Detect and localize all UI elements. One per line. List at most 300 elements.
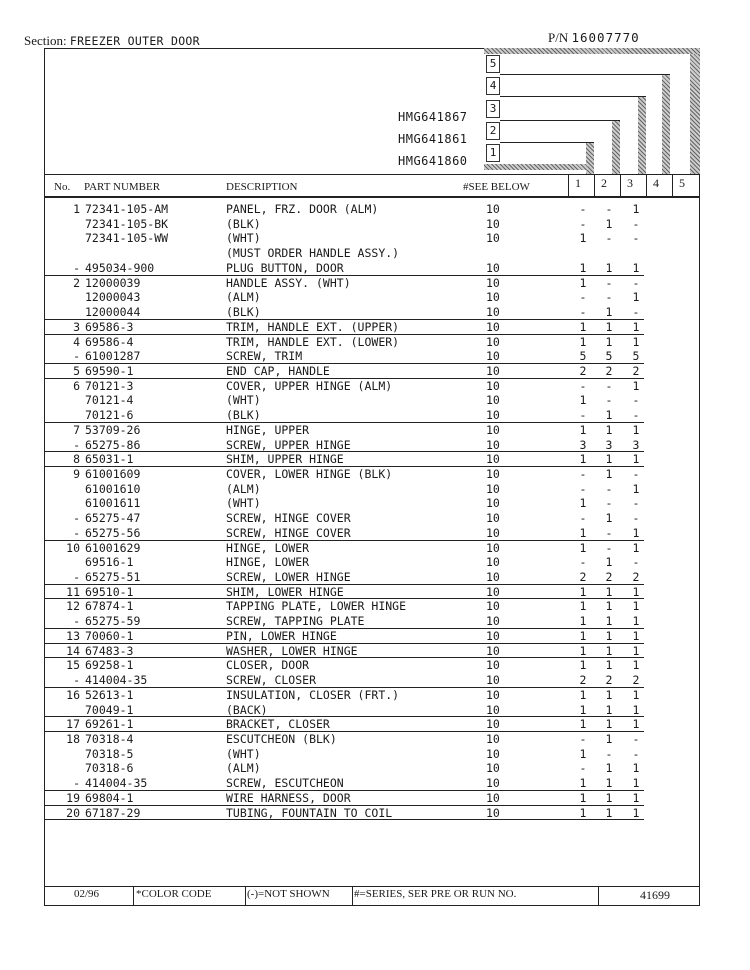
- col-header-model-2: 2: [601, 176, 607, 190]
- row-item-no: 8: [73, 452, 80, 467]
- model-number-2: HMG641861: [398, 132, 468, 146]
- row-series: 10: [486, 673, 500, 687]
- row-item-no: 6: [73, 378, 80, 393]
- row-description: SCREW, HINGE COVER: [226, 525, 351, 540]
- table-row: [52, 349, 697, 364]
- row-description: (WHT): [226, 393, 261, 408]
- row-item-no: 4: [73, 334, 80, 349]
- table-row: [52, 717, 697, 732]
- footer-color-code: *COLOR CODE: [136, 888, 212, 900]
- row-part-number: 69804-1: [85, 790, 134, 805]
- col-header-part-number: PART NUMBER: [84, 181, 161, 193]
- row-description: TRIM, HANDLE EXT. (LOWER): [226, 334, 400, 349]
- row-qty-model-3: 5: [632, 349, 640, 364]
- col-header-model-1: 1: [575, 176, 581, 190]
- row-qty-model-3: 1: [632, 202, 640, 216]
- row-qty-model-3: -: [632, 408, 640, 423]
- row-part-number: 65031-1: [85, 452, 134, 467]
- row-qty-model-3: 1: [632, 584, 640, 599]
- table-row: [52, 629, 697, 644]
- row-qty-model-1: 1: [579, 614, 587, 629]
- footer-doc-number: 41699: [640, 888, 670, 902]
- row-series: 10: [486, 363, 500, 378]
- row-qty-model-1: 2: [579, 673, 587, 687]
- row-qty-model-1: -: [579, 216, 587, 231]
- legend-shade-bottom: [484, 164, 588, 170]
- row-part-number: 70121-4: [85, 393, 134, 408]
- row-qty-model-3: 1: [632, 805, 640, 820]
- row-qty-model-3: -: [632, 731, 640, 746]
- row-qty-model-1: 1: [579, 628, 587, 643]
- row-qty-model-2: 1: [605, 805, 613, 820]
- row-series: 10: [486, 231, 500, 246]
- row-qty-model-2: -: [605, 275, 613, 290]
- row-description: COVER, LOWER HINGE (BLK): [226, 467, 393, 481]
- row-qty-model-3: 1: [632, 540, 640, 555]
- row-part-number: 70318-4: [85, 731, 134, 746]
- pn-label: P/N: [548, 30, 569, 45]
- row-qty-model-2: 1: [605, 643, 613, 658]
- table-row: [52, 599, 697, 614]
- row-item-no: 10: [66, 540, 80, 555]
- row-qty-model-1: 1: [579, 776, 587, 791]
- row-description: (WHT): [226, 231, 261, 246]
- row-description: TAPPING PLATE, LOWER HINGE: [226, 599, 407, 614]
- col-header-series: #SEE BELOW: [463, 181, 530, 193]
- row-item-no: 14: [66, 643, 80, 658]
- row-qty-model-2: 1: [605, 687, 613, 702]
- row-qty-model-3: 1: [632, 687, 640, 702]
- row-description: SCREW, UPPER HINGE: [226, 437, 351, 452]
- row-qty-model-2: 1: [605, 555, 613, 570]
- row-qty-model-2: 1: [605, 702, 613, 717]
- row-qty-model-2: 5: [605, 349, 613, 364]
- table-row: [52, 202, 697, 217]
- row-part-number: 61001611: [85, 496, 141, 511]
- table-row: [52, 776, 697, 791]
- row-series: 10: [486, 599, 500, 614]
- legend-box-1: 1: [486, 144, 500, 162]
- row-part-number: 67187-29: [85, 805, 141, 820]
- row-qty-model-3: -: [632, 393, 640, 408]
- table-row: [52, 570, 697, 585]
- row-part-number: 52613-1: [85, 687, 134, 702]
- row-item-no: -: [73, 525, 80, 540]
- row-qty-model-2: 1: [605, 599, 613, 614]
- row-description: ESCUTCHEON (BLK): [226, 731, 337, 746]
- table-row: [52, 673, 697, 688]
- row-description: WIRE HARNESS, DOOR: [226, 790, 351, 805]
- row-item-no: 7: [73, 422, 80, 437]
- row-qty-model-1: 1: [579, 422, 587, 437]
- row-qty-model-1: 1: [579, 393, 587, 408]
- row-qty-model-2: 1: [605, 305, 613, 319]
- table-row: [52, 393, 697, 408]
- row-series: 10: [486, 422, 500, 437]
- row-item-no: 13: [66, 628, 80, 643]
- row-qty-model-1: 1: [579, 260, 587, 275]
- row-item-no: -: [73, 614, 80, 629]
- row-qty-model-3: -: [632, 746, 640, 761]
- row-part-number: 72341-105-BK: [85, 216, 169, 231]
- row-qty-model-1: 1: [579, 525, 587, 540]
- row-qty-model-3: 1: [632, 334, 640, 349]
- row-part-number: 69261-1: [85, 717, 134, 732]
- row-description: SHIM, LOWER HINGE: [226, 584, 344, 599]
- row-part-number: 12000043: [85, 290, 141, 305]
- row-qty-model-3: 1: [632, 717, 640, 732]
- row-qty-model-2: -: [605, 378, 613, 393]
- row-qty-model-1: 1: [579, 584, 587, 599]
- row-qty-model-1: 1: [579, 658, 587, 673]
- row-qty-model-1: -: [579, 761, 587, 776]
- model-number-3: HMG641867: [398, 110, 468, 124]
- row-qty-model-1: 1: [579, 275, 587, 290]
- row-part-number: 69586-3: [85, 319, 134, 334]
- row-qty-model-1: 1: [579, 805, 587, 820]
- table-row: [52, 467, 697, 482]
- header-top-rule: [44, 174, 700, 175]
- row-qty-model-1: 1: [579, 496, 587, 511]
- table-row: [52, 290, 697, 305]
- row-item-no: 16: [66, 687, 80, 702]
- table-row: [52, 408, 697, 423]
- row-qty-model-1: -: [579, 467, 587, 481]
- col-header-model-4: 4: [653, 176, 659, 190]
- row-qty-model-2: 1: [605, 216, 613, 231]
- row-description: HINGE, LOWER: [226, 540, 310, 555]
- section-title: [24, 33, 200, 49]
- row-qty-model-2: 2: [605, 673, 613, 687]
- row-qty-model-3: 1: [632, 643, 640, 658]
- row-item-no: -: [73, 349, 80, 364]
- row-qty-model-3: 1: [632, 260, 640, 275]
- row-description: HINGE, LOWER: [226, 555, 310, 570]
- row-part-number: 65275-59: [85, 614, 141, 629]
- item-divider: [44, 819, 644, 820]
- row-qty-model-3: -: [632, 305, 640, 319]
- table-row: [52, 482, 697, 497]
- row-qty-model-2: -: [605, 393, 613, 408]
- table-row: [52, 703, 697, 718]
- table-row: [52, 423, 697, 438]
- row-description: WASHER, LOWER HINGE: [226, 643, 358, 658]
- table-row: [52, 761, 697, 776]
- row-description: (BACK): [226, 702, 268, 717]
- table-row: [52, 261, 697, 276]
- row-part-number: 65275-51: [85, 570, 141, 584]
- row-qty-model-2: 1: [605, 452, 613, 467]
- row-item-no: 2: [73, 275, 80, 290]
- row-qty-model-3: 1: [632, 525, 640, 540]
- row-description: (BLK): [226, 408, 261, 423]
- row-part-number: 65275-56: [85, 525, 141, 540]
- table-row: [52, 614, 697, 629]
- legend-box-2: 2: [486, 122, 500, 140]
- row-series: 10: [486, 731, 500, 746]
- row-qty-model-2: -: [605, 290, 613, 305]
- row-qty-model-1: -: [579, 378, 587, 393]
- row-series: 10: [486, 555, 500, 570]
- row-qty-model-1: 2: [579, 363, 587, 378]
- section-label: Section:: [24, 33, 67, 48]
- row-part-number: 70121-6: [85, 408, 134, 423]
- row-qty-model-2: 1: [605, 260, 613, 275]
- row-description: HANDLE ASSY. (WHT): [226, 275, 351, 290]
- legend-shade-3: [638, 96, 646, 174]
- row-series: 10: [486, 643, 500, 658]
- table-row: [52, 791, 697, 806]
- row-series: 10: [486, 378, 500, 393]
- row-qty-model-1: 1: [579, 790, 587, 805]
- row-qty-model-3: 1: [632, 452, 640, 467]
- row-qty-model-1: 1: [579, 687, 587, 702]
- row-qty-model-1: -: [579, 202, 587, 216]
- row-description: SCREW, CLOSER: [226, 673, 317, 687]
- row-qty-model-2: 3: [605, 437, 613, 452]
- row-series: 10: [486, 452, 500, 467]
- row-description: SCREW, LOWER HINGE: [226, 570, 351, 584]
- pn-value: 16007770: [571, 30, 640, 45]
- row-qty-model-2: 1: [605, 717, 613, 732]
- row-qty-model-1: -: [579, 408, 587, 423]
- row-qty-model-1: 1: [579, 540, 587, 555]
- row-qty-model-3: 1: [632, 290, 640, 305]
- row-series: 10: [486, 525, 500, 540]
- row-description: (WHT): [226, 496, 261, 511]
- row-qty-model-2: 2: [605, 363, 613, 378]
- row-part-number: 61001609: [85, 467, 141, 481]
- table-row: [52, 496, 697, 511]
- row-series: 10: [486, 584, 500, 599]
- row-series: 10: [486, 290, 500, 305]
- table-row: [52, 379, 697, 394]
- row-part-number: 69590-1: [85, 363, 134, 378]
- row-item-no: -: [73, 260, 80, 275]
- row-qty-model-3: 1: [632, 378, 640, 393]
- row-qty-model-3: -: [632, 467, 640, 481]
- row-qty-model-3: 1: [632, 790, 640, 805]
- row-part-number: 69258-1: [85, 658, 134, 673]
- row-qty-model-3: -: [632, 555, 640, 570]
- row-series: 10: [486, 349, 500, 364]
- footer-not-shown: (-)=NOT SHOWN: [247, 888, 330, 900]
- row-qty-model-3: 1: [632, 776, 640, 791]
- row-part-number: 67483-3: [85, 643, 134, 658]
- row-qty-model-3: -: [632, 275, 640, 290]
- row-qty-model-1: 1: [579, 599, 587, 614]
- row-description: TRIM, HANDLE EXT. (UPPER): [226, 319, 400, 334]
- table-row: [52, 246, 697, 261]
- row-description: BRACKET, CLOSER: [226, 717, 330, 732]
- row-part-number: 72341-105-AM: [85, 202, 169, 216]
- row-series: 10: [486, 393, 500, 408]
- row-item-no: 3: [73, 319, 80, 334]
- table-row: [52, 276, 697, 291]
- row-part-number: 414004-35: [85, 673, 148, 687]
- row-qty-model-1: 1: [579, 746, 587, 761]
- row-qty-model-2: 1: [605, 334, 613, 349]
- row-qty-model-3: 2: [632, 673, 640, 687]
- row-qty-model-2: 1: [605, 658, 613, 673]
- row-qty-model-2: 1: [605, 614, 613, 629]
- row-qty-model-2: -: [605, 746, 613, 761]
- row-item-no: 9: [73, 467, 80, 481]
- row-part-number: 70049-1: [85, 702, 134, 717]
- table-row: [52, 364, 697, 379]
- col-header-model-3: 3: [627, 176, 633, 190]
- table-row: [52, 511, 697, 526]
- row-qty-model-3: -: [632, 511, 640, 526]
- table-row: [52, 452, 697, 467]
- row-qty-model-2: 1: [605, 584, 613, 599]
- row-qty-model-3: 1: [632, 614, 640, 629]
- row-qty-model-3: 1: [632, 628, 640, 643]
- row-qty-model-3: 1: [632, 658, 640, 673]
- row-description: (BLK): [226, 305, 261, 319]
- section-value: FREEZER OUTER DOOR: [69, 34, 200, 48]
- row-part-number: 72341-105-WW: [85, 231, 169, 246]
- row-series: 10: [486, 776, 500, 791]
- row-qty-model-3: 2: [632, 570, 640, 584]
- row-part-number: 70318-6: [85, 761, 134, 776]
- footer-date: 02/96: [74, 888, 100, 900]
- row-qty-model-2: 1: [605, 319, 613, 334]
- row-description: SCREW, HINGE COVER: [226, 511, 351, 526]
- row-qty-model-1: -: [579, 731, 587, 746]
- row-series: 10: [486, 260, 500, 275]
- table-row: [52, 585, 697, 600]
- row-qty-model-2: 2: [605, 570, 613, 584]
- part-number-header: [548, 30, 640, 46]
- row-item-no: 11: [66, 584, 80, 599]
- row-qty-model-2: 1: [605, 761, 613, 776]
- row-qty-model-3: 1: [632, 481, 640, 496]
- row-part-number: 61001610: [85, 481, 141, 496]
- row-qty-model-1: -: [579, 305, 587, 319]
- row-series: 10: [486, 202, 500, 216]
- row-qty-model-1: 1: [579, 334, 587, 349]
- row-part-number: 414004-35: [85, 776, 148, 791]
- row-description: (BLK): [226, 216, 261, 231]
- row-series: 10: [486, 496, 500, 511]
- row-qty-model-1: 3: [579, 437, 587, 452]
- row-qty-model-2: -: [605, 525, 613, 540]
- row-qty-model-1: 1: [579, 643, 587, 658]
- row-series: 10: [486, 481, 500, 496]
- row-description: (MUST ORDER HANDLE ASSY.): [226, 246, 400, 261]
- row-part-number: 69510-1: [85, 584, 134, 599]
- row-description: HINGE, UPPER: [226, 422, 310, 437]
- row-qty-model-3: 1: [632, 761, 640, 776]
- row-qty-model-1: -: [579, 290, 587, 305]
- row-part-number: 65275-86: [85, 437, 141, 452]
- row-item-no: 15: [66, 658, 80, 673]
- row-qty-model-2: -: [605, 540, 613, 555]
- row-qty-model-1: 1: [579, 319, 587, 334]
- row-part-number: 12000039: [85, 275, 141, 290]
- row-series: 10: [486, 746, 500, 761]
- row-series: 10: [486, 570, 500, 584]
- row-part-number: 67874-1: [85, 599, 134, 614]
- row-item-no: -: [73, 570, 80, 584]
- row-description: SCREW, ESCUTCHEON: [226, 776, 344, 791]
- row-qty-model-3: 1: [632, 599, 640, 614]
- table-row: [52, 438, 697, 453]
- footer-series-note: #=SERIES, SER PRE OR RUN NO.: [354, 888, 517, 900]
- row-part-number: 69586-4: [85, 334, 134, 349]
- row-item-no: 18: [66, 731, 80, 746]
- row-description: SCREW, TAPPING PLATE: [226, 614, 365, 629]
- row-description: (ALM): [226, 481, 261, 496]
- row-description: CLOSER, DOOR: [226, 658, 310, 673]
- row-series: 10: [486, 540, 500, 555]
- table-row: [52, 231, 697, 246]
- table-row: [52, 541, 697, 556]
- row-qty-model-3: -: [632, 216, 640, 231]
- row-item-no: -: [73, 673, 80, 687]
- row-series: 10: [486, 658, 500, 673]
- row-description: PANEL, FRZ. DOOR (ALM): [226, 202, 379, 216]
- row-item-no: 19: [66, 790, 80, 805]
- row-series: 10: [486, 319, 500, 334]
- row-description: (ALM): [226, 290, 261, 305]
- row-qty-model-1: 1: [579, 717, 587, 732]
- row-series: 10: [486, 275, 500, 290]
- table-row: [52, 747, 697, 762]
- row-qty-model-2: 1: [605, 511, 613, 526]
- row-series: 10: [486, 790, 500, 805]
- row-qty-model-3: 1: [632, 702, 640, 717]
- legend-shade-5: [690, 54, 700, 174]
- row-item-no: 17: [66, 717, 80, 732]
- row-description: PLUG BUTTON, DOOR: [226, 260, 344, 275]
- row-part-number: 12000044: [85, 305, 141, 319]
- row-description: (WHT): [226, 746, 261, 761]
- row-item-no: 1: [73, 202, 80, 216]
- row-part-number: 61001629: [85, 540, 141, 555]
- row-series: 10: [486, 805, 500, 820]
- row-part-number: 69516-1: [85, 555, 134, 570]
- row-part-number: 70060-1: [85, 628, 134, 643]
- footer-top-rule: [44, 886, 700, 887]
- row-qty-model-2: 1: [605, 467, 613, 481]
- row-qty-model-1: 5: [579, 349, 587, 364]
- table-row: [52, 732, 697, 747]
- row-description: PIN, LOWER HINGE: [226, 628, 337, 643]
- row-series: 10: [486, 717, 500, 732]
- row-qty-model-1: 1: [579, 702, 587, 717]
- row-part-number: 65275-47: [85, 511, 141, 526]
- row-qty-model-1: -: [579, 511, 587, 526]
- row-item-no: 5: [73, 363, 80, 378]
- table-row: [52, 806, 697, 821]
- row-qty-model-2: 1: [605, 731, 613, 746]
- row-series: 10: [486, 702, 500, 717]
- row-item-no: -: [73, 776, 80, 791]
- row-qty-model-1: 1: [579, 452, 587, 467]
- legend-box-4: 4: [486, 77, 500, 95]
- row-series: 10: [486, 408, 500, 423]
- row-series: 10: [486, 334, 500, 349]
- row-part-number: 53709-26: [85, 422, 141, 437]
- row-qty-model-2: 1: [605, 628, 613, 643]
- row-qty-model-2: -: [605, 481, 613, 496]
- legend-box-5: 5: [486, 55, 500, 73]
- row-series: 10: [486, 761, 500, 776]
- table-row: [52, 644, 697, 659]
- row-qty-model-1: -: [579, 555, 587, 570]
